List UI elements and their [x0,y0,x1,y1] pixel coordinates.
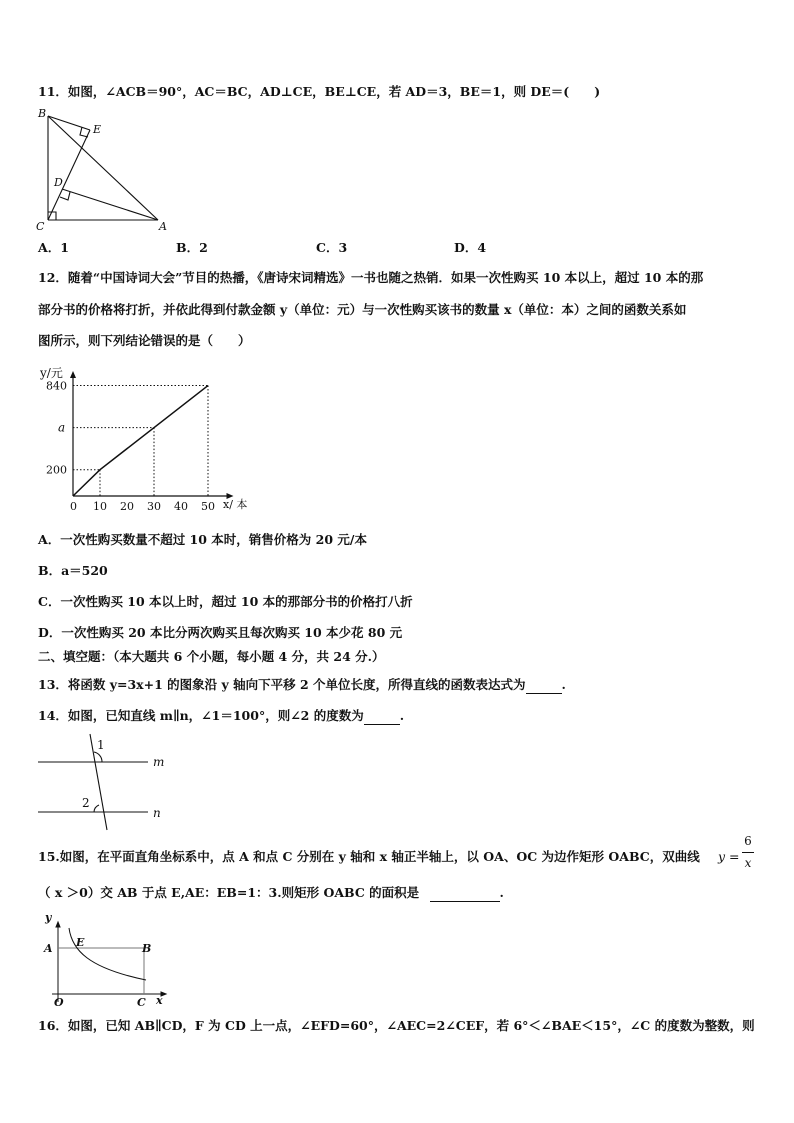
q13 [38,677,566,694]
q15-line2-text: （ x ＞0）交 AB 于点 E,AE：EB=1：3.则矩形 OABC 的面积是 [38,885,420,900]
q15-y-eq: y = [718,849,740,864]
chart-series-line [73,386,208,496]
angle-1-label: 1 [97,738,105,752]
q11-option-a: A．1 [38,240,69,255]
angle-2-arc [94,805,99,812]
q14-end: . [399,708,405,723]
label-c: C [137,996,146,1009]
chart-y-tick-840: 840 [46,379,67,393]
segment-be [48,116,90,130]
axis-y-label: y [45,911,52,924]
chart-x-tick-10: 10 [93,500,107,513]
q12-line2: 部分书的价格将打折，并依此得到付款金额 y（单位：元）与一次性购买该书的数量 x（单位：本）之间的函数关系如 [38,302,687,317]
chart-x-tick-40: 40 [174,500,188,513]
segment-ad [62,189,158,220]
label-m: m [153,755,165,769]
label-a: A [44,942,53,955]
q11-figure [30,104,180,234]
right-angle-d [60,192,70,200]
label-c: C [36,220,45,233]
q13-text: 13．将函数 y=3x+1 的图象沿 y 轴向下平移 2 个单位长度，所得直线的函数表达式为 [38,677,526,692]
q12-chart [36,362,266,522]
q12-option-a: A．一次性购买数量不超过 10 本时，销售价格为 20 元/本 [38,532,367,547]
fraction-bar [742,852,754,853]
chart-y-tick-200: 200 [46,463,67,477]
chart-y-label: y/元 [40,366,63,380]
chart-x-tick-20: 20 [120,500,134,513]
q14-answer-blank[interactable] [364,708,400,725]
chart-x-tick-50: 50 [201,500,215,513]
label-d: D [54,176,63,189]
chart-x-label: x/ 本 [223,498,248,511]
section-heading: 二、填空题：（本大题共 6 个小题，每小题 4 分，共 24 分.） [38,649,385,664]
q12-option-d: D．一次性购买 20 本比分两次购买且每次购买 10 本少花 80 元 [38,625,403,640]
q15-figure [38,910,178,1010]
label-n: n [153,806,161,820]
rectangle-oabc [58,948,144,994]
q13-answer-blank[interactable] [526,677,562,694]
q11-stem: 11．如图，∠ACB＝90°，AC＝BC，AD⊥CE，BE⊥CE，若 AD＝3，BE＝1，则 DE＝( ) [38,84,601,99]
chart-y-arrow [70,371,76,378]
axis-x-label: x [156,994,163,1007]
angle-2-label: 2 [82,796,90,810]
q11-option-c: C．3 [316,240,348,255]
q12-option-b: B．a＝520 [38,563,108,578]
fraction-numerator: 6 [744,834,752,848]
label-e: E [76,936,85,949]
q12-line3: 图所示，则下列结论错误的是（ ） [38,333,251,348]
label-b: B [142,942,152,955]
segment-ce [48,130,90,220]
chart-x-tick-0: 0 [70,500,77,513]
q15-line2 [38,885,504,902]
q11-option-b: B．2 [176,240,208,255]
q15-line1: 15.如图，在平面直角坐标系中，点 A 和点 C 分别在 y 轴和 x 轴正半轴上，以 OA、OC 为边作矩形 OABC，双曲线 [38,849,700,864]
q15-answer-blank[interactable] [430,885,500,902]
q14 [38,708,404,725]
q12-line1: 12．随着“中国诗词大会”节目的热播，《唐诗宋词精选》一书也随之热销．如果一次性购买 10 本以上，超过 10 本的那 [38,270,704,285]
q15-end: . [499,885,504,900]
label-e: E [93,123,102,136]
q11-option-d: D．4 [454,240,487,255]
q14-text: 14．如图，已知直线 m∥n，∠1＝100°，则∠2 的度数为 [38,708,364,723]
label-a: A [159,220,167,233]
y-axis-arrow [56,922,60,927]
q13-end: . [561,677,566,692]
chart-y-tick-a: a [58,420,66,435]
q16-text: 16．如图，已知 AB∥CD，F 为 CD 上一点，∠EFD=60°，∠AEC=2∠CEF，若 6°＜∠BAE＜15°，∠C 的度数为整数，则 [38,1018,755,1033]
label-b: B [38,107,47,120]
chart-x-tick-30: 30 [147,500,161,513]
right-angle-c [48,212,56,220]
segment-ba [48,116,158,220]
label-o: O [54,996,64,1009]
q12-option-c: C．一次性购买 10 本以上时，超过 10 本的那部分书的价格打八折 [38,594,413,609]
fraction-denominator: x [744,856,752,870]
q14-figure [36,730,176,834]
